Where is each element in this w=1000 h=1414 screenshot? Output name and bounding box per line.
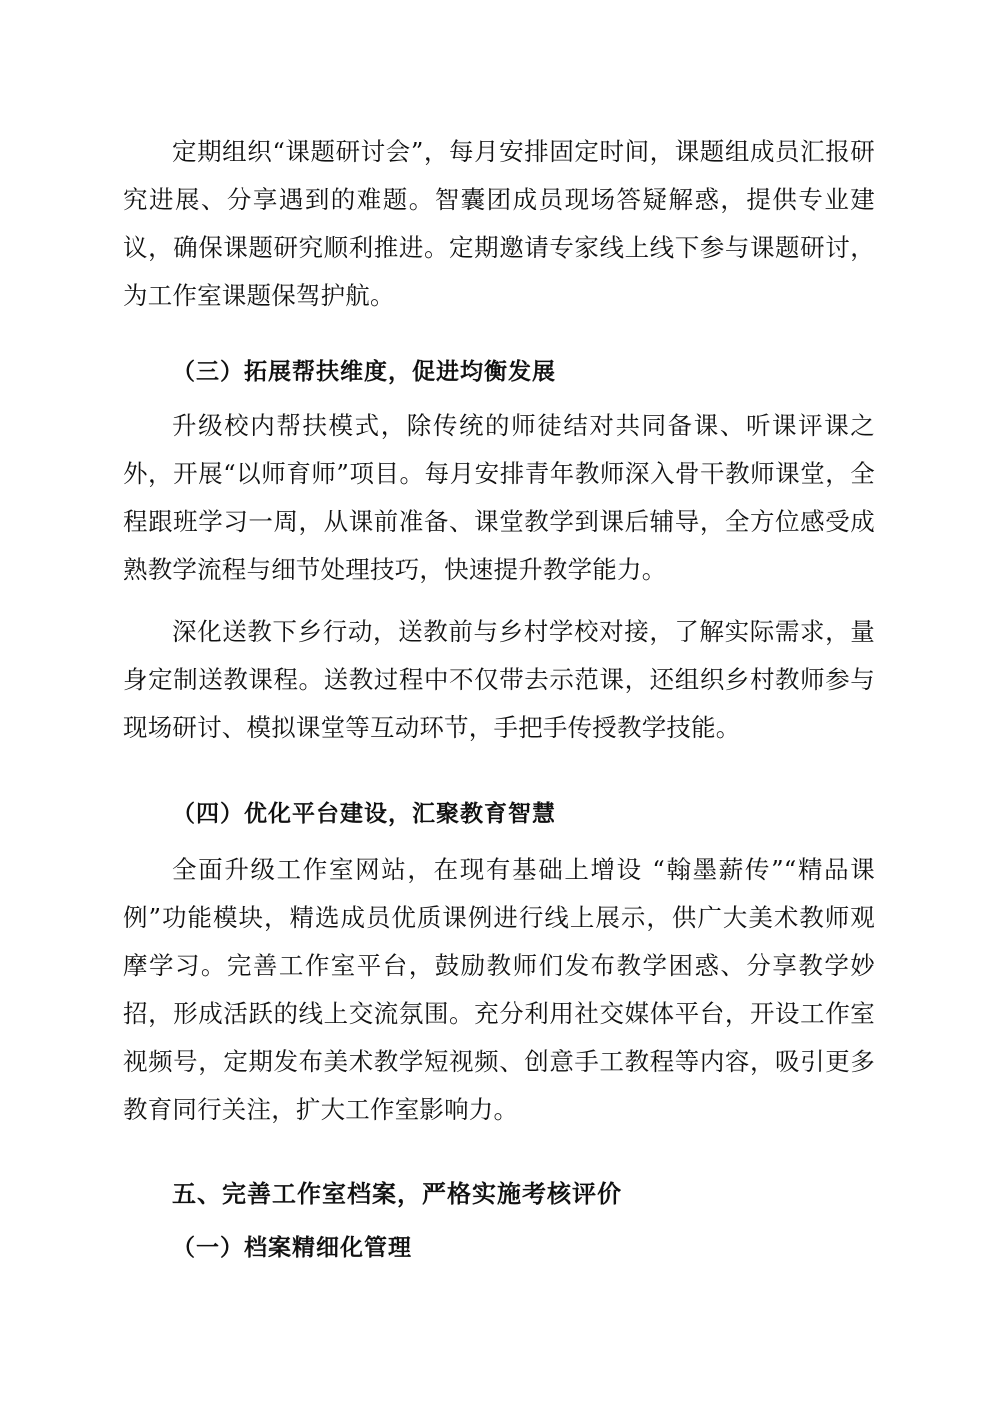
heading-section-3: （三）拓展帮扶维度，促进均衡发展	[172, 359, 556, 385]
heading-section-4: （四）优化平台建设，汇聚教育智慧	[172, 801, 556, 827]
heading-part-5: 五、完善工作室档案，严格实施考核评价	[172, 1180, 622, 1208]
document-body	[123, 128, 875, 1268]
paragraph-seminar: 定期组织“课题研讨会”，每月安排固定时间，课题组成员汇报研究进展、分享遇到的难题。智囊团成员现场答疑解惑，提供专业建议，确保课题研究顺利推进。定期邀请专家线上线下参与课题研讨，为工作室课题保驾护航。	[123, 137, 875, 310]
heading-subsection-5-1: （一）档案精细化管理	[172, 1235, 412, 1261]
paragraph-platform: 全面升级工作室网站，在现有基础上增设 “翰墨薪传”“精品课例”功能模块，精选成员优质课例进行线上展示，供广大美术教师观摩学习。完善工作室平台，鼓励教师们发布教学困惑、分享教学妙招，形成活跃的线上交流氛围。充分利用社交媒体平台，开设工作室视频号，定期发布美术教学短视频、创意手工教程等内容，吸引更多教育同行关注，扩大工作室影响力。	[123, 855, 875, 1124]
paragraph-campus-support: 升级校内帮扶模式，除传统的师徒结对共同备课、听课评课之外，开展“以师育师”项目。每月安排青年教师深入骨干教师课堂，全程跟班学习一周，从课前准备、课堂教学到课后辅导，全方位感受成熟教学流程与细节处理技巧，快速提升教学能力。	[123, 411, 875, 584]
paragraph-rural-teaching: 深化送教下乡行动，送教前与乡村学校对接，了解实际需求，量身定制送教课程。送教过程中不仅带去示范课，还组织乡村教师参与现场研讨、模拟课堂等互动环节，手把手传授教学技能。	[123, 617, 875, 742]
